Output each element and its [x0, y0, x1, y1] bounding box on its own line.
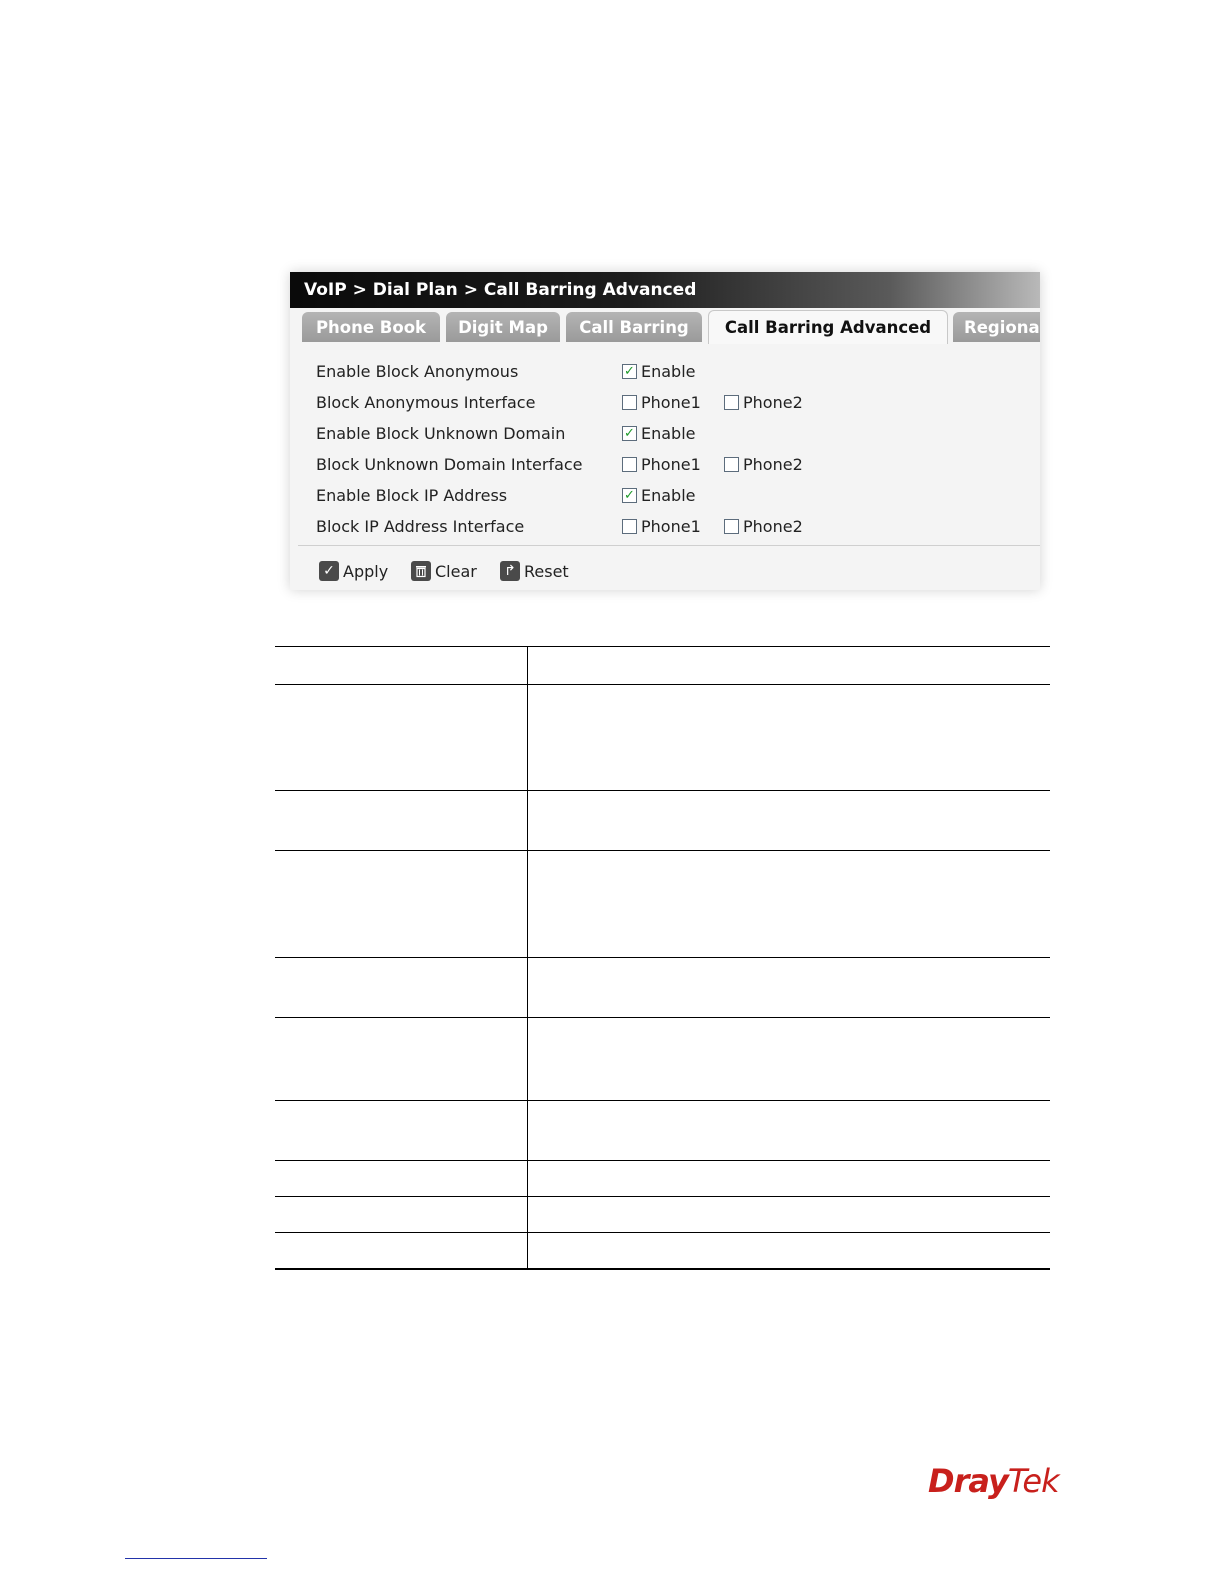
check-icon: ✓	[319, 561, 339, 581]
option-label: Enable	[641, 362, 696, 381]
trash-icon	[411, 561, 431, 581]
option-label: Phone1	[641, 517, 701, 536]
clear-label: Clear	[435, 561, 477, 581]
option-label: Phone2	[743, 455, 803, 474]
block-ip-address-phone2-checkbox[interactable]	[724, 517, 803, 536]
checkbox-unchecked-icon	[622, 395, 637, 410]
checkbox-checked-icon: ✓	[622, 426, 637, 441]
tab-regional[interactable]: Regiona	[953, 312, 1040, 342]
row-label: Enable Block Unknown Domain	[316, 424, 566, 443]
row-block-ip-address-interface	[290, 511, 1040, 542]
reset-arrow-icon: ↱	[500, 561, 520, 581]
row-label: Enable Block Anonymous	[316, 362, 519, 381]
reset-label: Reset	[524, 561, 569, 581]
table-row-divider	[275, 850, 1050, 851]
block-unknown-domain-phone2-checkbox[interactable]	[724, 455, 803, 474]
enable-block-anonymous-checkbox[interactable]	[622, 362, 696, 381]
reset-button[interactable]	[500, 560, 569, 582]
description-table	[275, 646, 1050, 1270]
table-rule-top	[275, 646, 1050, 647]
table-row-divider	[275, 790, 1050, 791]
option-label: Enable	[641, 486, 696, 505]
table-rule-bottom	[275, 1268, 1050, 1270]
enable-block-ip-address-checkbox[interactable]	[622, 486, 696, 505]
checkbox-unchecked-icon	[724, 457, 739, 472]
page-title-bar: VoIP > Dial Plan > Call Barring Advanced	[290, 272, 1040, 308]
logo-text-tek: Tek	[1007, 1462, 1059, 1500]
row-block-anonymous-interface	[290, 387, 1040, 418]
row-enable-block-unknown-domain	[290, 418, 1040, 449]
block-anonymous-phone2-checkbox[interactable]	[724, 393, 803, 412]
draytek-logo	[928, 1462, 1068, 1506]
row-enable-block-anonymous	[290, 356, 1040, 387]
footer-link-underline[interactable]	[125, 1558, 267, 1559]
tab-phone-book[interactable]: Phone Book	[302, 312, 440, 342]
table-row-divider	[275, 1196, 1050, 1197]
checkbox-unchecked-icon	[622, 519, 637, 534]
tab-call-barring[interactable]: Call Barring	[566, 312, 702, 342]
block-anonymous-phone1-checkbox[interactable]	[622, 393, 701, 412]
checkbox-unchecked-icon	[724, 519, 739, 534]
tab-call-barring-advanced[interactable]: Call Barring Advanced	[708, 310, 948, 344]
call-barring-advanced-panel	[290, 272, 1040, 590]
option-label: Phone1	[641, 393, 701, 412]
table-column-divider	[527, 646, 528, 1270]
checkbox-checked-icon: ✓	[622, 488, 637, 503]
logo-text-dray: Dray	[928, 1462, 1008, 1500]
apply-button[interactable]	[319, 560, 388, 582]
enable-block-unknown-domain-checkbox[interactable]	[622, 424, 696, 443]
option-label: Enable	[641, 424, 696, 443]
row-label: Enable Block IP Address	[316, 486, 508, 505]
checkbox-unchecked-icon	[622, 457, 637, 472]
block-unknown-domain-phone1-checkbox[interactable]	[622, 455, 701, 474]
clear-button[interactable]	[411, 560, 477, 582]
row-block-unknown-domain-interface	[290, 449, 1040, 480]
row-label: Block Unknown Domain Interface	[316, 455, 583, 474]
option-label: Phone2	[743, 393, 803, 412]
table-row-divider	[275, 1017, 1050, 1018]
checkbox-checked-icon: ✓	[622, 364, 637, 379]
checkbox-unchecked-icon	[724, 395, 739, 410]
option-label: Phone1	[641, 455, 701, 474]
footer-divider	[298, 545, 1040, 546]
table-row-divider	[275, 957, 1050, 958]
block-ip-address-phone1-checkbox[interactable]	[622, 517, 701, 536]
option-label: Phone2	[743, 517, 803, 536]
row-label: Block IP Address Interface	[316, 517, 525, 536]
tab-bar	[290, 308, 1040, 344]
apply-label: Apply	[343, 561, 389, 581]
tab-digit-map[interactable]: Digit Map	[446, 312, 560, 342]
row-enable-block-ip-address	[290, 480, 1040, 511]
table-row-divider	[275, 684, 1050, 685]
table-row-divider	[275, 1232, 1050, 1233]
row-label: Block Anonymous Interface	[316, 393, 536, 412]
table-row-divider	[275, 1100, 1050, 1101]
table-row-divider	[275, 1160, 1050, 1161]
